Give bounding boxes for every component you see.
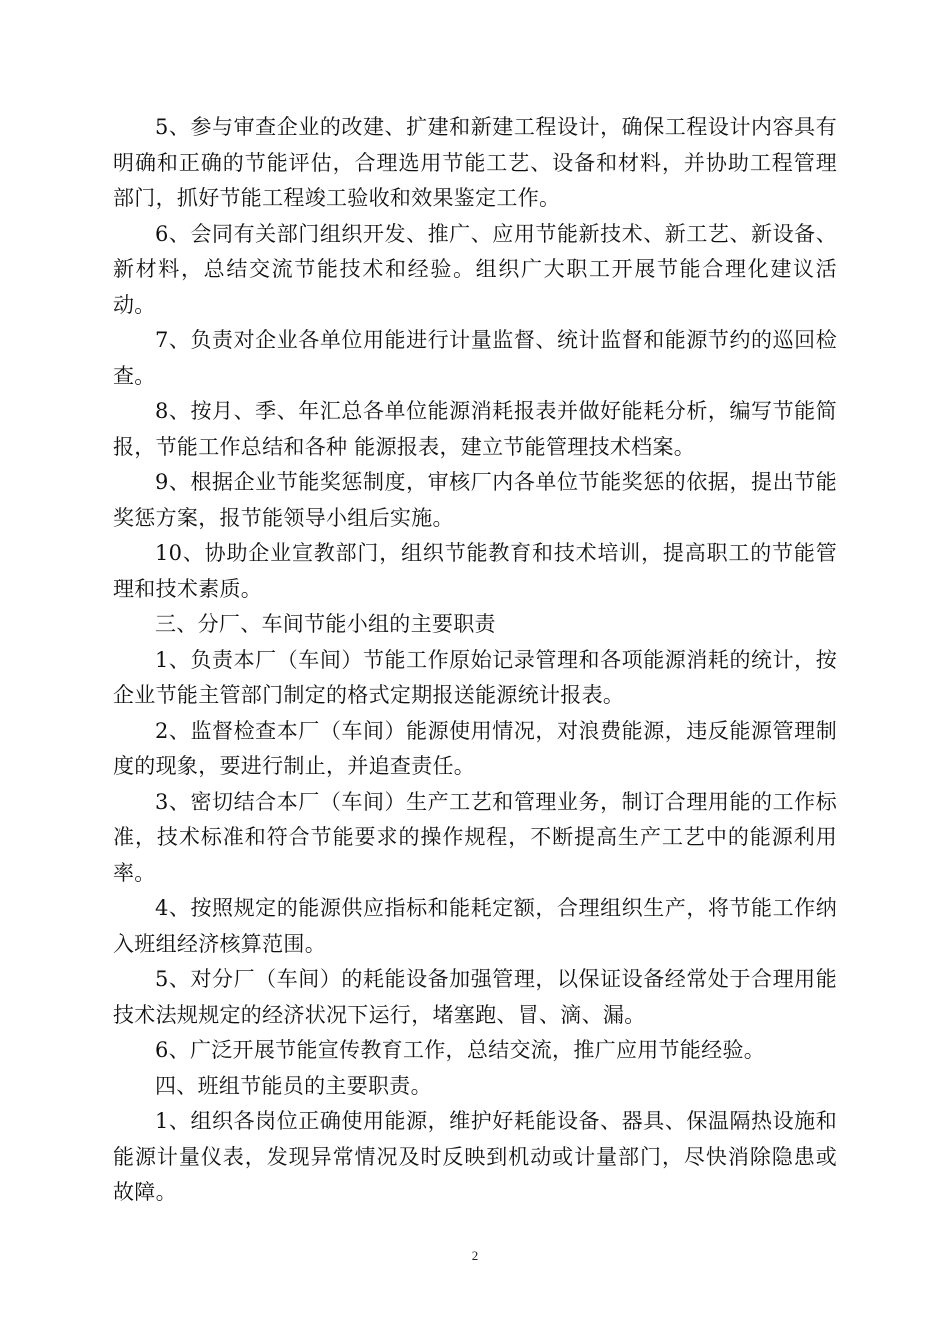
- paragraph-item-8-energy-reports: 8、按月、季、年汇总各单位能源消耗报表并做好能耗分析，编写节能简报，节能工作总结和各种 能源报表，建立节能管理技术档案。: [113, 399, 837, 459]
- paragraph-workshop-item-1: 1、负责本厂（车间）节能工作原始记录管理和各项能源消耗的统计，按企业节能主管部门制定的格式定期报送能源统计报表。: [113, 647, 837, 707]
- paragraph-item-5-design-review: 5、参与审查企业的改建、扩建和新建工程设计，确保工程设计内容具有明确和正确的节能评估，合理选用节能工艺、设备和材料，并协助工程管理部门，抓好节能工程竣工验收和效果鉴定工作。: [113, 115, 837, 210]
- paragraph-item-9-rewards-penalties: 9、根据企业节能奖惩制度，审核厂内各单位节能奖惩的依据，提出节能奖惩方案，报节能领导小组后实施。: [113, 470, 837, 530]
- paragraph-workshop-item-4: 4、按照规定的能源供应指标和能耗定额，合理组织生产，将节能工作纳入班组经济核算范围。: [113, 896, 837, 956]
- section-heading-team-duties: 四、班组节能员的主要职责。: [155, 1073, 432, 1098]
- section-heading-workshop-duties: 三、分厂、车间节能小组的主要职责: [155, 612, 496, 636]
- document-body: [113, 110, 837, 1211]
- paragraph-workshop-item-6: 6、广泛开展节能宣传教育工作，总结交流，推广应用节能经验。: [155, 1038, 766, 1062]
- paragraph-team-item-1: 1、组织各岗位正确使用能源，维护好耗能设备、器具、保温隔热设施和能源计量仪表，发现异常情况及时反映到机动或计量部门，尽快消除隐患或故障。: [113, 1109, 837, 1204]
- page-number: 2: [471, 1248, 479, 1263]
- paragraph-item-10-training: 10、协助企业宣教部门，组织节能教育和技术培训，提高职工的节能管理和技术素质。: [113, 541, 837, 601]
- paragraph-workshop-item-3: 3、密切结合本厂（车间）生产工艺和管理业务，制订合理用能的工作标准，技术标准和符合节能要求的操作规程，不断提高生产工艺中的能源利用率。: [113, 789, 837, 885]
- paragraph-item-7-metering-supervision: 7、负责对企业各单位用能进行计量监督、统计监督和能源节约的巡回检查。: [113, 328, 837, 388]
- paragraph-item-6-new-technology: 6、会同有关部门组织开发、推广、应用节能新技术、新工艺、新设备、新材料，总结交流节能技术和经验。组织广大职工开展节能合理化建议活动。: [113, 221, 837, 317]
- paragraph-workshop-item-5: 5、对分厂（车间）的耗能设备加强管理，以保证设备经常处于合理用能技术法规规定的经济状况下运行，堵塞跑、冒、滴、漏。: [113, 967, 837, 1027]
- paragraph-workshop-item-2: 2、监督检查本厂（车间）能源使用情况，对浪费能源，违反能源管理制度的现象，要进行制止，并追查责任。: [113, 718, 837, 778]
